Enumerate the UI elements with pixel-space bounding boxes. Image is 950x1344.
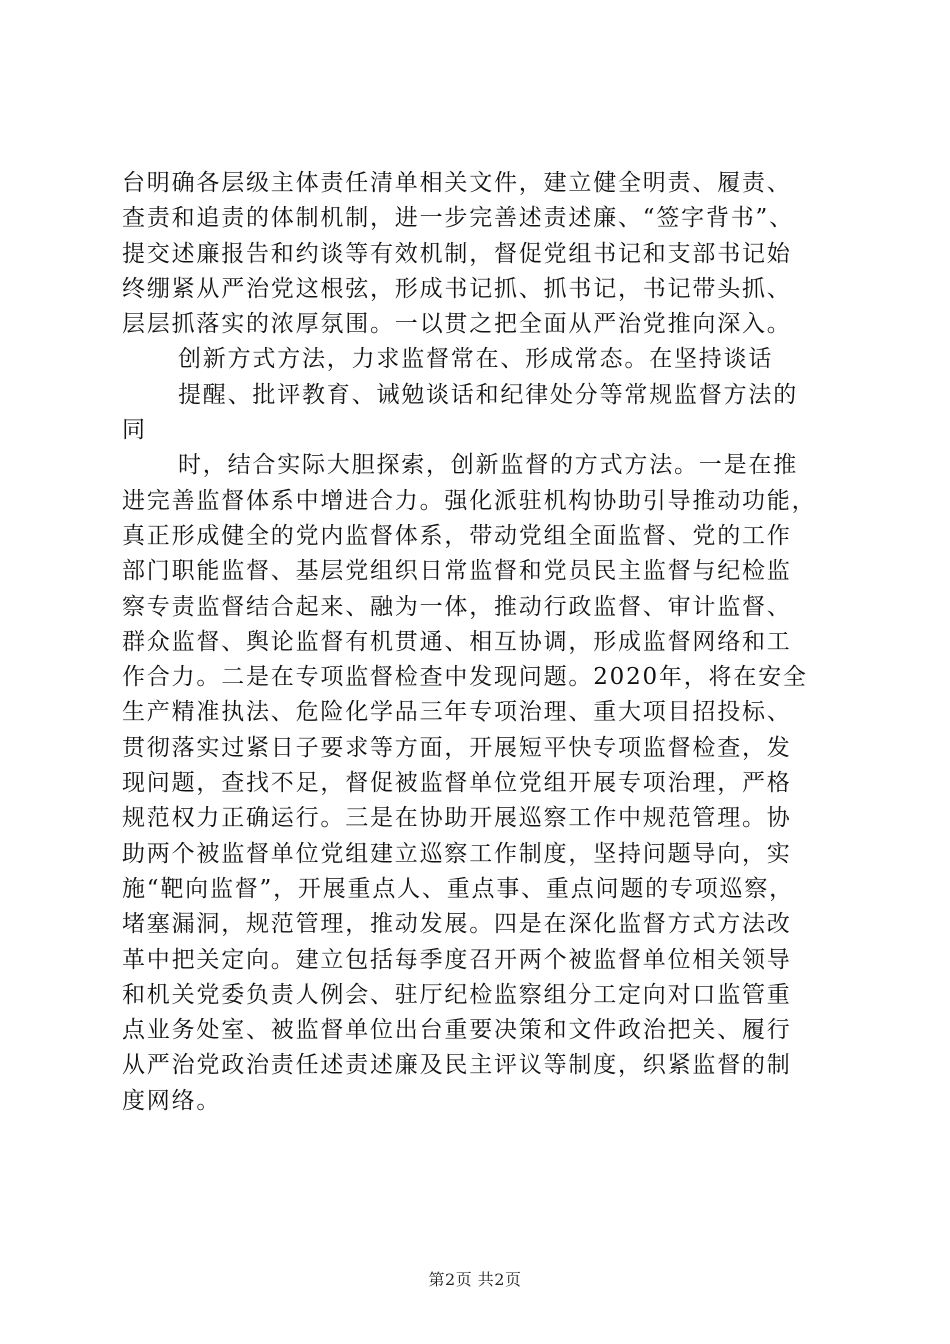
- text-line: 施“靶向监督”，开展重点人、重点事、重点问题的专项巡察，: [122, 875, 794, 902]
- text-line: 查责和追责的体制机制，进一步完善述责述廉、“签字背书”、: [122, 205, 794, 232]
- text-line: 现问题，查找不足，督促被监督单位党组开展专项治理，严格: [122, 770, 792, 797]
- text-line: 点业务处室、被监督单位出台重要决策和文件政治把关、履行: [122, 1017, 792, 1044]
- text-line: 提交述廉报告和约谈等有效机制，督促党组书记和支部书记始: [122, 240, 792, 267]
- text-line: 进完善监督体系中增进合力。强化派驻机构协助引导推动功能，: [122, 487, 817, 514]
- text-line: 生产精准执法、危险化学品三年专项治理、重大项目招投标、: [122, 699, 792, 726]
- text-line: 台明确各层级主体责任清单相关文件，建立健全明责、履责、: [122, 170, 792, 196]
- body-text: [122, 166, 834, 1119]
- text-line: 真正形成健全的党内监督体系，带动党组全面监督、党的工作: [122, 522, 792, 549]
- text-line: 堵塞漏洞，规范管理，推动发展。四是在深化监督方式方法改: [122, 911, 792, 938]
- text-line: 助两个被监督单位党组建立巡察工作制度，坚持问题导向，实: [122, 840, 792, 867]
- text-line: 规范权力正确运行。三是在协助开展巡察工作中规范管理。协: [122, 805, 792, 832]
- text-line: 作合力。二是在专项监督检查中发现问题。2020年，将在安全: [122, 664, 808, 691]
- text-line: 革中把关定向。建立包括每季度召开两个被监督单位相关领导: [122, 946, 792, 973]
- text-line: 同: [122, 417, 147, 444]
- text-line: 察专责监督结合起来、融为一体，推动行政监督、审计监督、: [122, 593, 792, 620]
- text-line: 群众监督、舆论监督有机贯通、相互协调，形成监督网络和工: [122, 628, 792, 655]
- text-line: 创新方式方法，力求监督常在、形成常态。在坚持谈话: [178, 346, 774, 373]
- text-line: 部门职能监督、基层党组织日常监督和党员民主监督与纪检监: [122, 558, 792, 585]
- text-line: 提醒、批评教育、诫勉谈话和纪律处分等常规监督方法的: [178, 381, 798, 408]
- text-line: 时，结合实际大胆探索，创新监督的方式方法。一是在推: [178, 452, 798, 479]
- text-line: 贯彻落实过紧日子要求等方面，开展短平快专项监督检查，发: [122, 734, 792, 761]
- text-line: 度网络。: [122, 1087, 222, 1114]
- text-line: 层层抓落实的浓厚氛围。一以贯之把全面从严治党推向深入。: [122, 311, 792, 338]
- text-line: 从严治党政治责任述责述廉及民主评议等制度，织紧监督的制: [122, 1052, 792, 1079]
- text-line: 终绷紧从严治党这根弦，形成书记抓、抓书记，书记带头抓、: [122, 275, 792, 302]
- page-footer: 第2页 共2页: [428, 1270, 522, 1289]
- text-line: 和机关党委负责人例会、驻厅纪检监察组分工定向对口监管重: [122, 981, 792, 1008]
